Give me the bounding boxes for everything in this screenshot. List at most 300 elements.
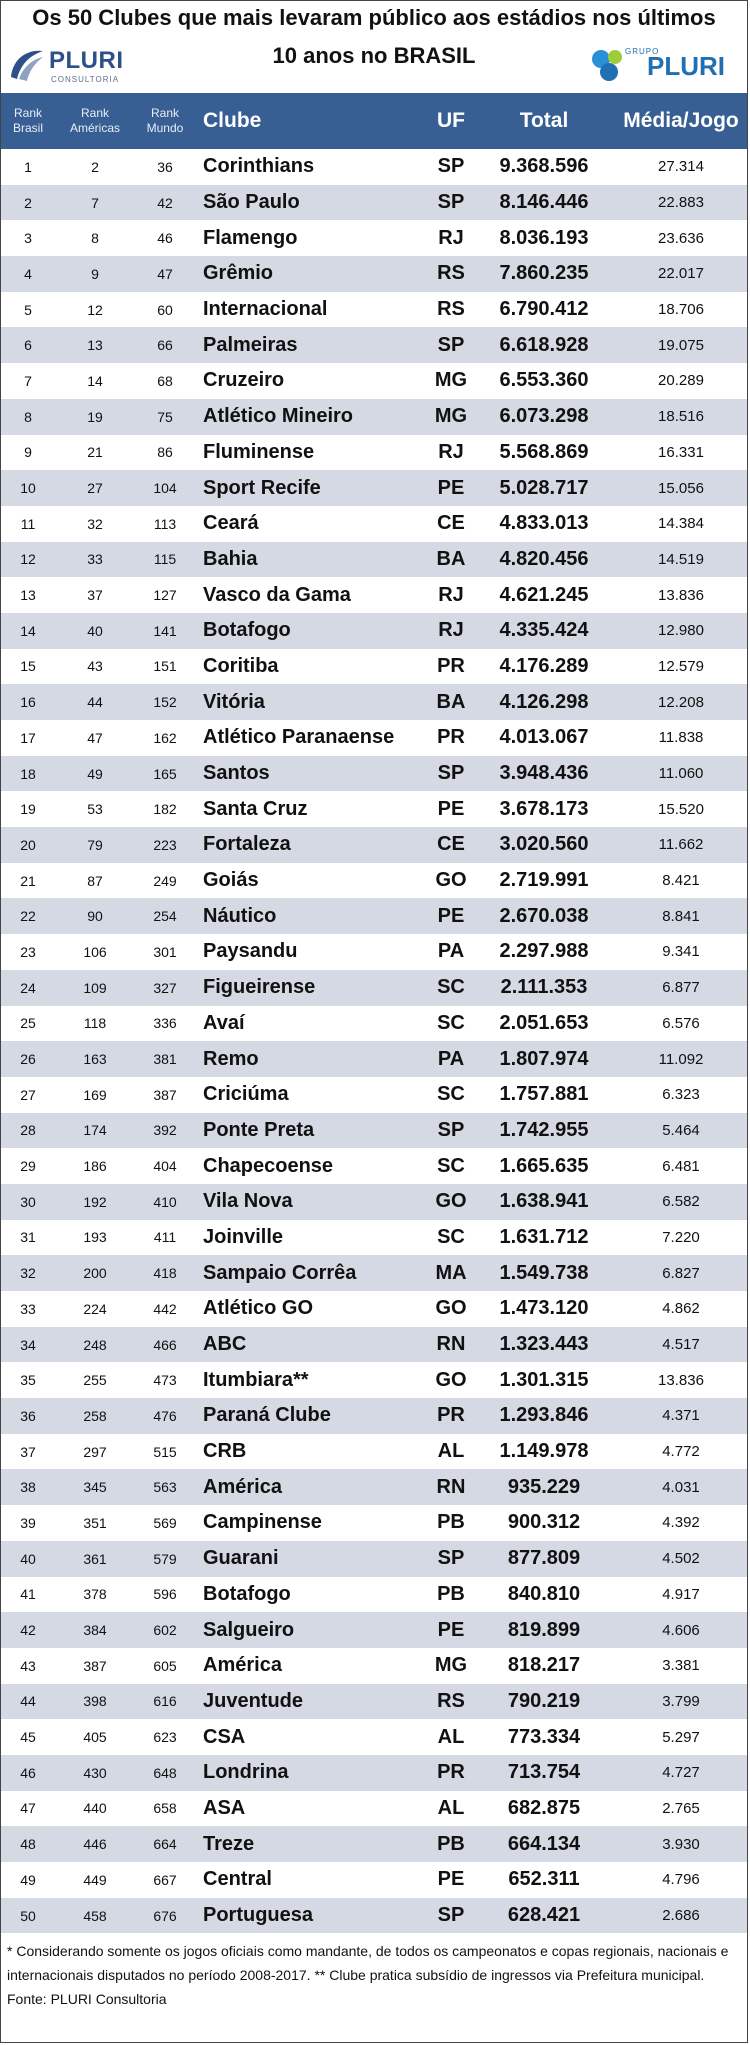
total-cell: 818.217: [507, 1654, 581, 1677]
rank-mundo-cell: 411: [153, 1229, 177, 1246]
uf-cell: SP: [437, 1904, 465, 1927]
rank-mundo-cell: 473: [153, 1372, 177, 1389]
total-cell: 790.219: [507, 1689, 581, 1712]
club-cell: Cruzeiro: [203, 369, 285, 392]
uf-cell: GO: [435, 1297, 467, 1320]
media-cell: 20.289: [658, 372, 704, 390]
club-cell: Salgueiro: [203, 1618, 295, 1641]
uf-cell: PB: [437, 1582, 465, 1605]
table-row: [1, 970, 748, 1006]
rank-mundo-cell: 42: [157, 194, 173, 211]
media-cell: 13.836: [658, 1371, 704, 1389]
uf-cell: SC: [437, 1225, 465, 1248]
table-row: [1, 1077, 748, 1113]
rank-mundo-cell: 623: [153, 1729, 177, 1746]
rank-brasil-cell: 5: [24, 301, 32, 318]
media-cell: 23.636: [658, 229, 704, 247]
table-row: [1, 684, 748, 720]
total-cell: 652.311: [508, 1868, 580, 1891]
rank-americas-cell: 109: [83, 979, 107, 996]
total-cell: 5.568.869: [499, 440, 589, 463]
table-row: [1, 1755, 748, 1791]
rank-mundo-cell: 301: [153, 943, 177, 960]
rank-brasil-cell: 31: [20, 1229, 36, 1246]
table-row: [1, 1362, 748, 1398]
rank-americas-cell: 430: [83, 1764, 107, 1781]
table-row: [1, 756, 748, 792]
total-cell: 1.807.974: [499, 1047, 589, 1070]
total-cell: 1.323.443: [499, 1333, 589, 1356]
club-cell: Treze: [203, 1832, 255, 1855]
table-row: [1, 1255, 748, 1291]
club-cell: Paysandu: [203, 940, 298, 963]
table-row: [1, 435, 748, 471]
table-row: [1, 1327, 748, 1363]
uf-cell: AL: [437, 1796, 465, 1819]
rank-americas-cell: 387: [83, 1657, 107, 1674]
club-cell: Joinville: [203, 1225, 284, 1248]
col-rank-brasil: Rank Brasil: [12, 106, 43, 135]
total-cell: 6.553.360: [499, 369, 589, 392]
media-cell: 4.917: [662, 1585, 700, 1603]
media-cell: 4.606: [662, 1621, 700, 1639]
total-cell: 2.719.991: [499, 869, 589, 892]
table-row: [1, 1862, 748, 1898]
rank-americas-cell: 163: [83, 1051, 107, 1068]
rank-mundo-cell: 165: [153, 765, 177, 782]
media-cell: 19.075: [658, 336, 704, 354]
media-cell: 18.706: [658, 301, 704, 319]
rank-mundo-cell: 115: [153, 551, 177, 568]
table-row: [1, 506, 748, 542]
rank-americas-cell: 361: [83, 1550, 107, 1567]
uf-cell: SC: [437, 1011, 465, 1034]
club-cell: Juventude: [203, 1689, 304, 1712]
logo-right-grupo: GRUPO: [625, 47, 660, 56]
rank-americas-cell: 446: [83, 1836, 107, 1853]
club-cell: ABC: [203, 1333, 247, 1356]
table-row: [1, 791, 748, 827]
source-note: Fonte: PLURI Consultoria: [7, 1991, 167, 2008]
media-cell: 8.841: [662, 907, 700, 925]
media-cell: 4.796: [662, 1871, 700, 1889]
table-row: [1, 613, 748, 649]
rank-mundo-cell: 387: [153, 1086, 177, 1103]
media-cell: 18.516: [658, 408, 704, 426]
rank-americas-cell: 21: [87, 444, 103, 461]
rank-mundo-cell: 569: [153, 1514, 177, 1531]
total-cell: 1.549.738: [499, 1261, 589, 1284]
table-row: [1, 292, 748, 328]
media-cell: 4.727: [662, 1764, 700, 1782]
rank-americas-cell: 27: [87, 480, 103, 497]
total-cell: 4.820.456: [499, 547, 589, 570]
rank-americas-cell: 33: [87, 551, 103, 568]
total-cell: 2.670.038: [499, 904, 589, 927]
rank-mundo-cell: 104: [153, 480, 177, 497]
media-cell: 15.520: [658, 800, 704, 818]
media-cell: 27.314: [658, 158, 704, 176]
uf-cell: BA: [436, 690, 466, 713]
rank-americas-cell: 440: [83, 1800, 107, 1817]
rank-mundo-cell: 66: [157, 337, 173, 354]
total-cell: 5.028.717: [499, 476, 589, 499]
total-cell: 2.111.353: [500, 976, 588, 999]
media-cell: 4.502: [662, 1550, 700, 1568]
rank-americas-cell: 255: [83, 1372, 107, 1389]
rank-mundo-cell: 381: [153, 1051, 177, 1068]
rank-mundo-cell: 223: [153, 836, 177, 853]
table-row: [1, 1041, 748, 1077]
rank-americas-cell: 169: [83, 1086, 107, 1103]
rank-americas-cell: 43: [87, 658, 103, 675]
club-cell: Atlético GO: [203, 1297, 314, 1320]
rank-mundo-cell: 466: [153, 1336, 177, 1353]
rank-brasil-cell: 24: [20, 979, 36, 996]
rank-mundo-cell: 151: [153, 658, 177, 675]
rank-brasil-cell: 20: [20, 836, 36, 853]
rank-americas-cell: 106: [83, 943, 107, 960]
rank-mundo-cell: 515: [153, 1443, 177, 1460]
rank-brasil-cell: 22: [20, 908, 36, 925]
footnote: * Considerando somente os jogos oficiais como mandante, de todos os campeonatos e copas regionais, nacionais e internacionais disputados no período 2008-2017. ** Clube pratica subsídio de ingressos via Prefeitura municipal.: [7, 1943, 729, 1984]
logo-left-name: PLURI: [49, 47, 124, 74]
media-cell: 4.517: [662, 1336, 700, 1354]
media-cell: 11.838: [658, 729, 704, 747]
rank-americas-cell: 13: [87, 337, 103, 354]
uf-cell: PE: [437, 1618, 465, 1641]
grupo-pluri-emblem-icon: [589, 45, 629, 85]
club-cell: Vasco da Gama: [203, 583, 351, 606]
rank-brasil-cell: 49: [20, 1871, 36, 1888]
club-cell: Atlético Paranaense: [203, 726, 395, 749]
rank-brasil-cell: 4: [24, 265, 32, 282]
table-row: [1, 1291, 748, 1327]
media-cell: 12.579: [658, 657, 704, 675]
total-cell: 1.742.955: [499, 1118, 589, 1141]
uf-cell: PE: [437, 476, 465, 499]
rank-mundo-cell: 327: [153, 979, 177, 996]
club-cell: Ponte Preta: [203, 1118, 315, 1141]
rank-americas-cell: 32: [87, 515, 103, 532]
rank-mundo-cell: 127: [153, 587, 177, 604]
media-cell: 16.331: [658, 443, 704, 461]
total-cell: 1.638.941: [499, 1190, 589, 1213]
total-cell: 6.790.412: [499, 298, 589, 321]
total-cell: 900.312: [507, 1511, 581, 1534]
rank-brasil-cell: 18: [20, 765, 36, 782]
table-row: [1, 363, 748, 399]
media-cell: 14.384: [658, 515, 704, 533]
rank-brasil-cell: 25: [20, 1015, 36, 1032]
rank-americas-cell: 90: [87, 908, 103, 925]
table-row: [1, 542, 748, 578]
rank-americas-cell: 405: [83, 1729, 107, 1746]
club-cell: Goiás: [203, 869, 259, 892]
rank-americas-cell: 12: [87, 301, 103, 318]
table-row: [1, 934, 748, 970]
table-row: [1, 1719, 748, 1755]
table-row: [1, 1826, 748, 1862]
total-cell: 4.621.245: [499, 583, 589, 606]
rank-brasil-cell: 3: [24, 230, 32, 247]
rank-brasil-cell: 17: [20, 729, 36, 746]
rank-brasil-cell: 16: [20, 694, 36, 711]
ranking-table: [1, 93, 748, 1933]
total-cell: 4.335.424: [499, 619, 589, 642]
table-body: [1, 149, 748, 1933]
rank-brasil-cell: 37: [20, 1443, 36, 1460]
rank-americas-cell: 186: [83, 1158, 107, 1175]
rank-brasil-cell: 39: [20, 1514, 36, 1531]
uf-cell: SP: [437, 1547, 465, 1570]
media-cell: 22.017: [658, 265, 704, 283]
total-cell: 1.473.120: [499, 1297, 589, 1320]
rank-brasil-cell: 36: [20, 1407, 36, 1424]
rank-brasil-cell: 47: [20, 1800, 36, 1817]
rank-mundo-cell: 410: [153, 1193, 177, 1210]
rank-mundo-cell: 676: [153, 1907, 177, 1924]
club-cell: América: [203, 1475, 282, 1498]
table-row: [1, 577, 748, 613]
media-cell: 14.519: [658, 550, 704, 568]
total-cell: 3.678.173: [499, 797, 589, 820]
rank-mundo-cell: 254: [153, 908, 177, 925]
club-cell: Flamengo: [203, 226, 298, 249]
rank-brasil-cell: 2: [24, 194, 32, 211]
rank-americas-cell: 47: [87, 729, 103, 746]
uf-cell: PA: [437, 940, 465, 963]
media-cell: 5.297: [662, 1728, 700, 1746]
table-row: [1, 1469, 748, 1505]
club-cell: Vitória: [203, 690, 265, 713]
media-cell: 5.464: [662, 1121, 700, 1139]
table-row: [1, 327, 748, 363]
club-cell: São Paulo: [203, 191, 300, 214]
rank-brasil-cell: 33: [20, 1300, 36, 1317]
rank-brasil-cell: 40: [20, 1550, 36, 1567]
rank-americas-cell: 200: [83, 1265, 107, 1282]
club-cell: Santa Cruz: [203, 797, 308, 820]
rank-brasil-cell: 11: [20, 515, 36, 532]
uf-cell: RN: [436, 1475, 466, 1498]
rank-mundo-cell: 249: [153, 872, 177, 889]
total-cell: 4.126.298: [499, 690, 589, 713]
rank-mundo-cell: 563: [153, 1479, 177, 1496]
uf-cell: PA: [437, 1047, 465, 1070]
uf-cell: RJ: [438, 440, 464, 463]
rank-mundo-cell: 616: [153, 1693, 177, 1710]
club-cell: ASA: [203, 1796, 246, 1819]
table-row: [1, 898, 748, 934]
media-cell: 6.582: [662, 1193, 700, 1211]
rank-brasil-cell: 28: [20, 1122, 36, 1139]
rank-mundo-cell: 75: [157, 408, 173, 425]
media-cell: 11.092: [658, 1050, 704, 1068]
rank-brasil-cell: 35: [20, 1372, 36, 1389]
uf-cell: SC: [437, 1083, 465, 1106]
club-cell: Guarani: [203, 1547, 279, 1570]
total-cell: 8.146.446: [499, 191, 589, 214]
table-row: [1, 1398, 748, 1434]
logo-left-sub: CONSULTORIA: [51, 75, 120, 84]
media-cell: 4.862: [662, 1300, 700, 1318]
rank-americas-cell: 19: [87, 408, 103, 425]
total-cell: 773.334: [507, 1725, 581, 1748]
rank-mundo-cell: 336: [153, 1015, 177, 1032]
rank-brasil-cell: 9: [24, 444, 32, 461]
table-row: [1, 256, 748, 292]
col-total: Total: [519, 109, 569, 132]
uf-cell: SP: [437, 155, 465, 178]
total-cell: 1.665.635: [499, 1154, 589, 1177]
club-cell: Palmeiras: [203, 333, 298, 356]
rank-mundo-cell: 162: [153, 729, 177, 746]
table-row: [1, 827, 748, 863]
total-cell: 664.134: [507, 1832, 581, 1855]
club-cell: Criciúma: [203, 1083, 289, 1106]
total-cell: 4.833.013: [499, 512, 589, 535]
club-cell: Bahia: [203, 547, 258, 570]
club-cell: Portuguesa: [203, 1904, 314, 1927]
uf-cell: RN: [436, 1333, 466, 1356]
table-row: [1, 470, 748, 506]
total-cell: 1.293.846: [499, 1404, 589, 1427]
table-row: [1, 1434, 748, 1470]
total-cell: 4.176.289: [499, 654, 589, 677]
logo-right-name: PLURI: [647, 51, 725, 81]
rank-mundo-cell: 36: [157, 158, 173, 175]
rank-americas-cell: 174: [83, 1122, 107, 1139]
media-cell: 4.772: [662, 1443, 700, 1461]
club-cell: Campinense: [203, 1511, 322, 1534]
rank-mundo-cell: 667: [153, 1871, 177, 1888]
uf-cell: RJ: [438, 583, 464, 606]
uf-cell: SP: [437, 1118, 465, 1141]
pluri-emblem-icon: [5, 43, 47, 85]
uf-cell: PB: [437, 1511, 465, 1534]
rank-americas-cell: 384: [83, 1622, 107, 1639]
rank-americas-cell: 40: [87, 622, 103, 639]
rank-americas-cell: 9: [91, 265, 99, 282]
col-rank-mundo: Rank Mundo: [146, 106, 184, 135]
rank-americas-cell: 224: [83, 1300, 107, 1317]
footer: [1, 1933, 747, 2011]
club-cell: Santos: [203, 762, 270, 785]
total-cell: 1.757.881: [499, 1083, 589, 1106]
club-cell: Fluminense: [203, 440, 315, 463]
rank-americas-cell: 53: [87, 801, 103, 818]
uf-cell: MG: [434, 369, 468, 392]
total-cell: 1.149.978: [499, 1440, 589, 1463]
rank-brasil-cell: 12: [20, 551, 36, 568]
col-rank-americas: Rank Américas: [69, 106, 120, 135]
rank-americas-cell: 14: [87, 372, 103, 389]
uf-cell: MA: [435, 1261, 467, 1284]
media-cell: 6.576: [662, 1014, 700, 1032]
media-cell: 3.381: [662, 1657, 700, 1675]
media-cell: 6.481: [662, 1157, 700, 1175]
club-cell: Atlético Mineiro: [203, 405, 354, 428]
col-media: Média/Jogo: [623, 109, 739, 132]
total-cell: 3.020.560: [499, 833, 589, 856]
rank-americas-cell: 7: [91, 194, 99, 211]
rank-brasil-cell: 23: [20, 943, 36, 960]
rank-americas-cell: 398: [83, 1693, 107, 1710]
rank-americas-cell: 449: [83, 1871, 107, 1888]
media-cell: 12.208: [658, 693, 704, 711]
rank-americas-cell: 118: [83, 1015, 107, 1032]
rank-americas-cell: 44: [87, 694, 103, 711]
club-cell: Ceará: [203, 512, 259, 535]
uf-cell: RJ: [438, 619, 464, 642]
grupo-pluri-logo: [589, 41, 739, 87]
club-cell: Botafogo: [203, 619, 291, 642]
table-row: [1, 1577, 748, 1613]
rank-brasil-cell: 43: [20, 1657, 36, 1674]
rank-americas-cell: 8: [91, 230, 99, 247]
total-cell: 935.229: [507, 1475, 581, 1498]
rank-americas-cell: 192: [83, 1193, 107, 1210]
uf-cell: SC: [437, 976, 465, 999]
media-cell: 13.836: [658, 586, 704, 604]
rank-brasil-cell: 34: [20, 1336, 36, 1353]
club-cell: Londrina: [203, 1761, 289, 1784]
uf-cell: CE: [437, 512, 465, 535]
club-cell: Fortaleza: [203, 833, 291, 856]
rank-brasil-cell: 1: [24, 158, 32, 175]
rank-americas-cell: 79: [87, 836, 103, 853]
table-header-row: [1, 93, 748, 149]
club-cell: Sampaio Corrêa: [203, 1261, 357, 1284]
uf-cell: PE: [437, 904, 465, 927]
rank-brasil-cell: 19: [20, 801, 36, 818]
rank-brasil-cell: 41: [20, 1586, 36, 1603]
rank-americas-cell: 2: [91, 158, 99, 175]
uf-cell: SP: [437, 762, 465, 785]
table-row: [1, 185, 748, 221]
rank-americas-cell: 193: [83, 1229, 107, 1246]
rank-brasil-cell: 48: [20, 1836, 36, 1853]
club-cell: Chapecoense: [203, 1154, 334, 1177]
rank-mundo-cell: 86: [157, 444, 173, 461]
uf-cell: SC: [437, 1154, 465, 1177]
col-clube: Clube: [203, 109, 262, 132]
uf-cell: MG: [434, 405, 468, 428]
rank-mundo-cell: 392: [153, 1122, 177, 1139]
rank-mundo-cell: 182: [153, 801, 177, 818]
table-row: [1, 1648, 748, 1684]
rank-americas-cell: 248: [83, 1336, 107, 1353]
uf-cell: PR: [437, 1761, 465, 1784]
rank-brasil-cell: 44: [20, 1693, 36, 1710]
media-cell: 22.883: [658, 194, 704, 212]
rank-mundo-cell: 476: [153, 1407, 177, 1424]
rank-brasil-cell: 45: [20, 1729, 36, 1746]
table-row: [1, 1505, 748, 1541]
uf-cell: BA: [436, 547, 466, 570]
media-cell: 11.662: [658, 836, 704, 854]
club-cell: Figueirense: [203, 976, 316, 999]
table-row: [1, 1220, 748, 1256]
total-cell: 2.297.988: [499, 940, 589, 963]
total-cell: 6.073.298: [499, 405, 589, 428]
rank-brasil-cell: 13: [20, 587, 36, 604]
club-cell: Remo: [203, 1047, 259, 1070]
rank-mundo-cell: 60: [157, 301, 173, 318]
uf-cell: PR: [437, 1404, 465, 1427]
uf-cell: AL: [437, 1440, 465, 1463]
